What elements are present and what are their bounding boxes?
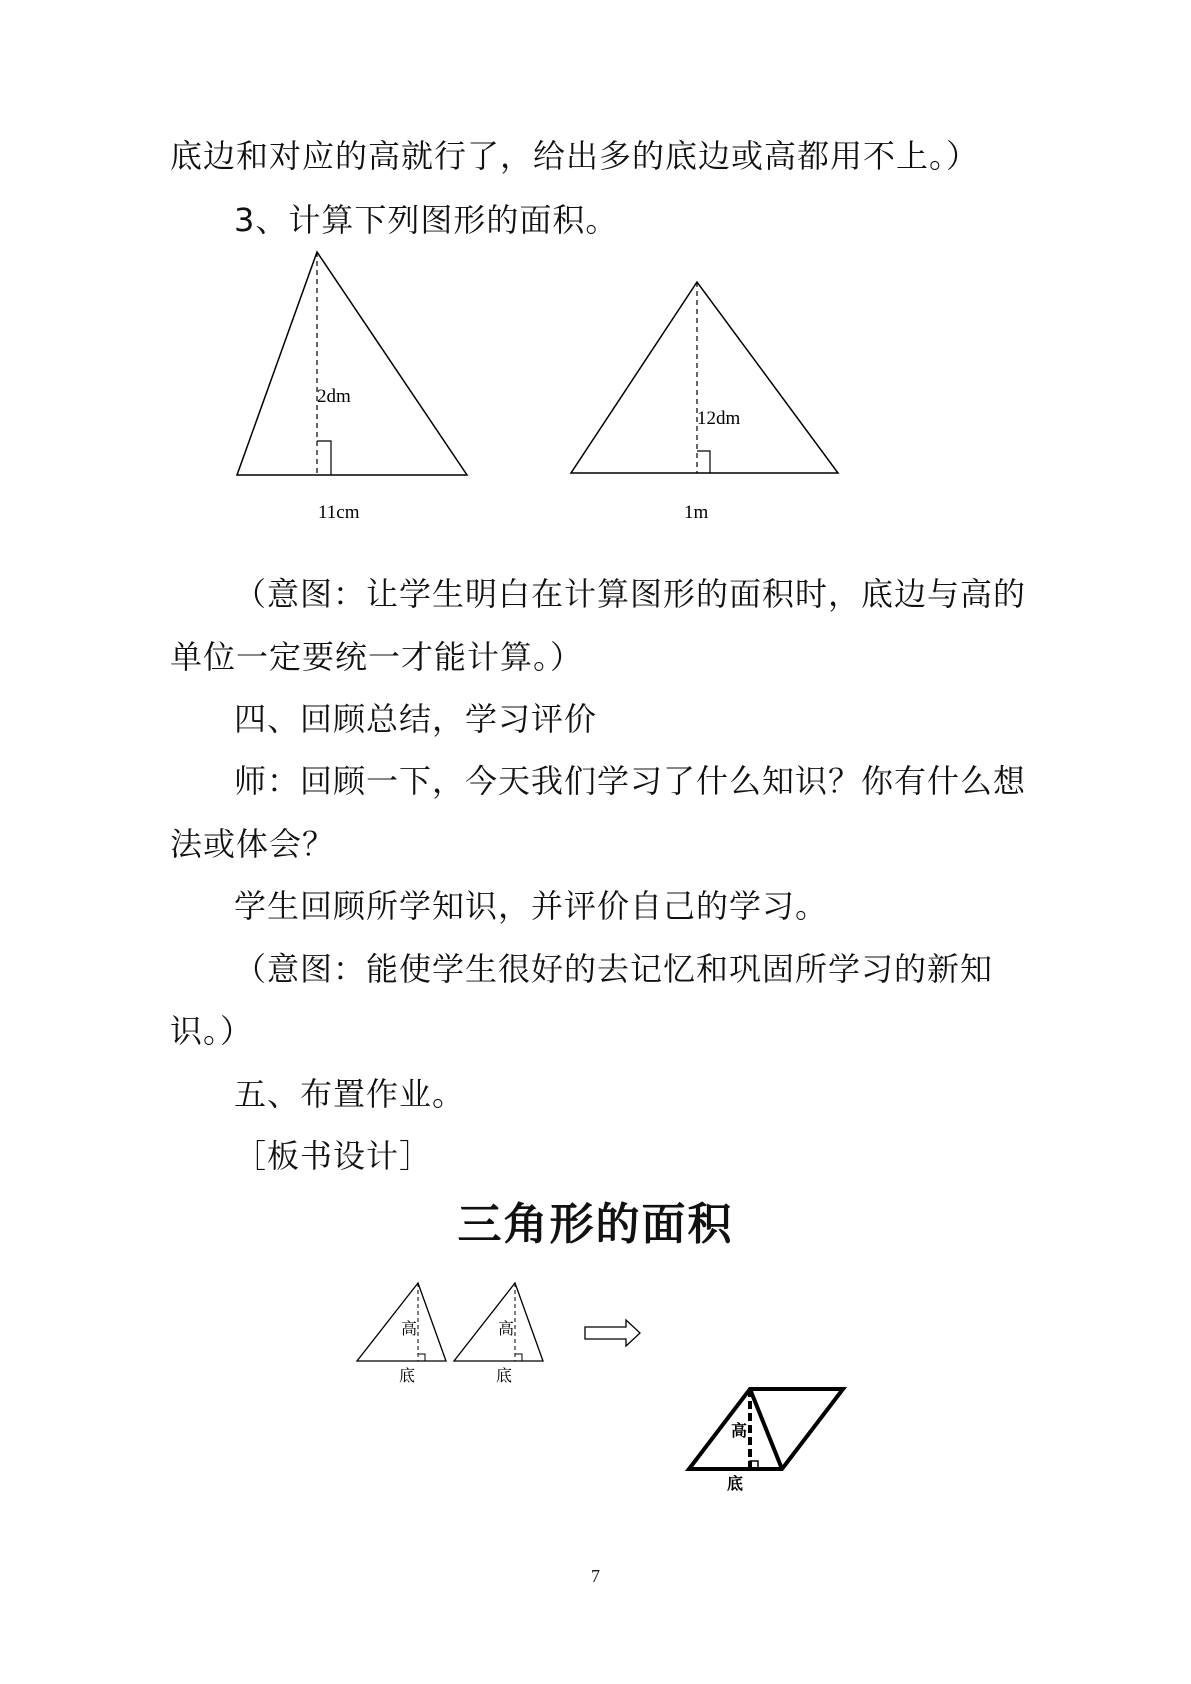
- board-base-label-parallelogram: 底: [727, 1474, 744, 1493]
- paragraph-line: 学生回顾所学知识，并评价自己的学习。: [234, 887, 829, 925]
- height-label-2: 12dm: [697, 408, 741, 429]
- base-label-2: 1m: [684, 502, 709, 523]
- paragraph-line: 师：回顾一下，今天我们学习了什么知识？你有什么想: [234, 762, 1027, 800]
- paragraph-line: 法或体会？: [170, 825, 336, 863]
- page-number: 7: [591, 1566, 600, 1586]
- board-base-label-right: 底: [496, 1366, 513, 1385]
- board-title: 三角形的面积: [457, 1199, 734, 1250]
- board-height-label-left: 高: [401, 1319, 418, 1338]
- paragraph-line: （意图：让学生明白在计算图形的面积时，底边与高的: [234, 575, 1027, 613]
- base-label-1: 11cm: [318, 502, 360, 523]
- right-arrow-icon: [585, 1320, 640, 1346]
- paragraph-line: 识。）: [170, 1012, 254, 1050]
- board-height-label-right: 高: [498, 1319, 515, 1338]
- exercise-heading: 3、计算下列图形的面积。: [234, 201, 619, 239]
- board-height-label-parallelogram: 高: [731, 1421, 748, 1440]
- board-design-heading: ［板书设计］: [234, 1137, 433, 1175]
- paragraph-line: （意图：能使学生很好的去记忆和巩固所学习的新知: [234, 950, 994, 988]
- height-label-1: 2dm: [317, 386, 351, 407]
- board-parallelogram: [689, 1389, 843, 1469]
- board-base-label-left: 底: [399, 1366, 416, 1385]
- paragraph-line: 单位一定要统一才能计算。）: [170, 638, 584, 676]
- triangle-figure-2: [571, 282, 838, 473]
- section-heading: 五、布置作业。: [234, 1075, 466, 1113]
- section-heading: 四、回顾总结，学习评价: [234, 700, 598, 738]
- paragraph-line: 底边和对应的高就行了，给出多的底边或高都用不上。）: [170, 137, 980, 175]
- triangle-figure-1: [237, 252, 467, 475]
